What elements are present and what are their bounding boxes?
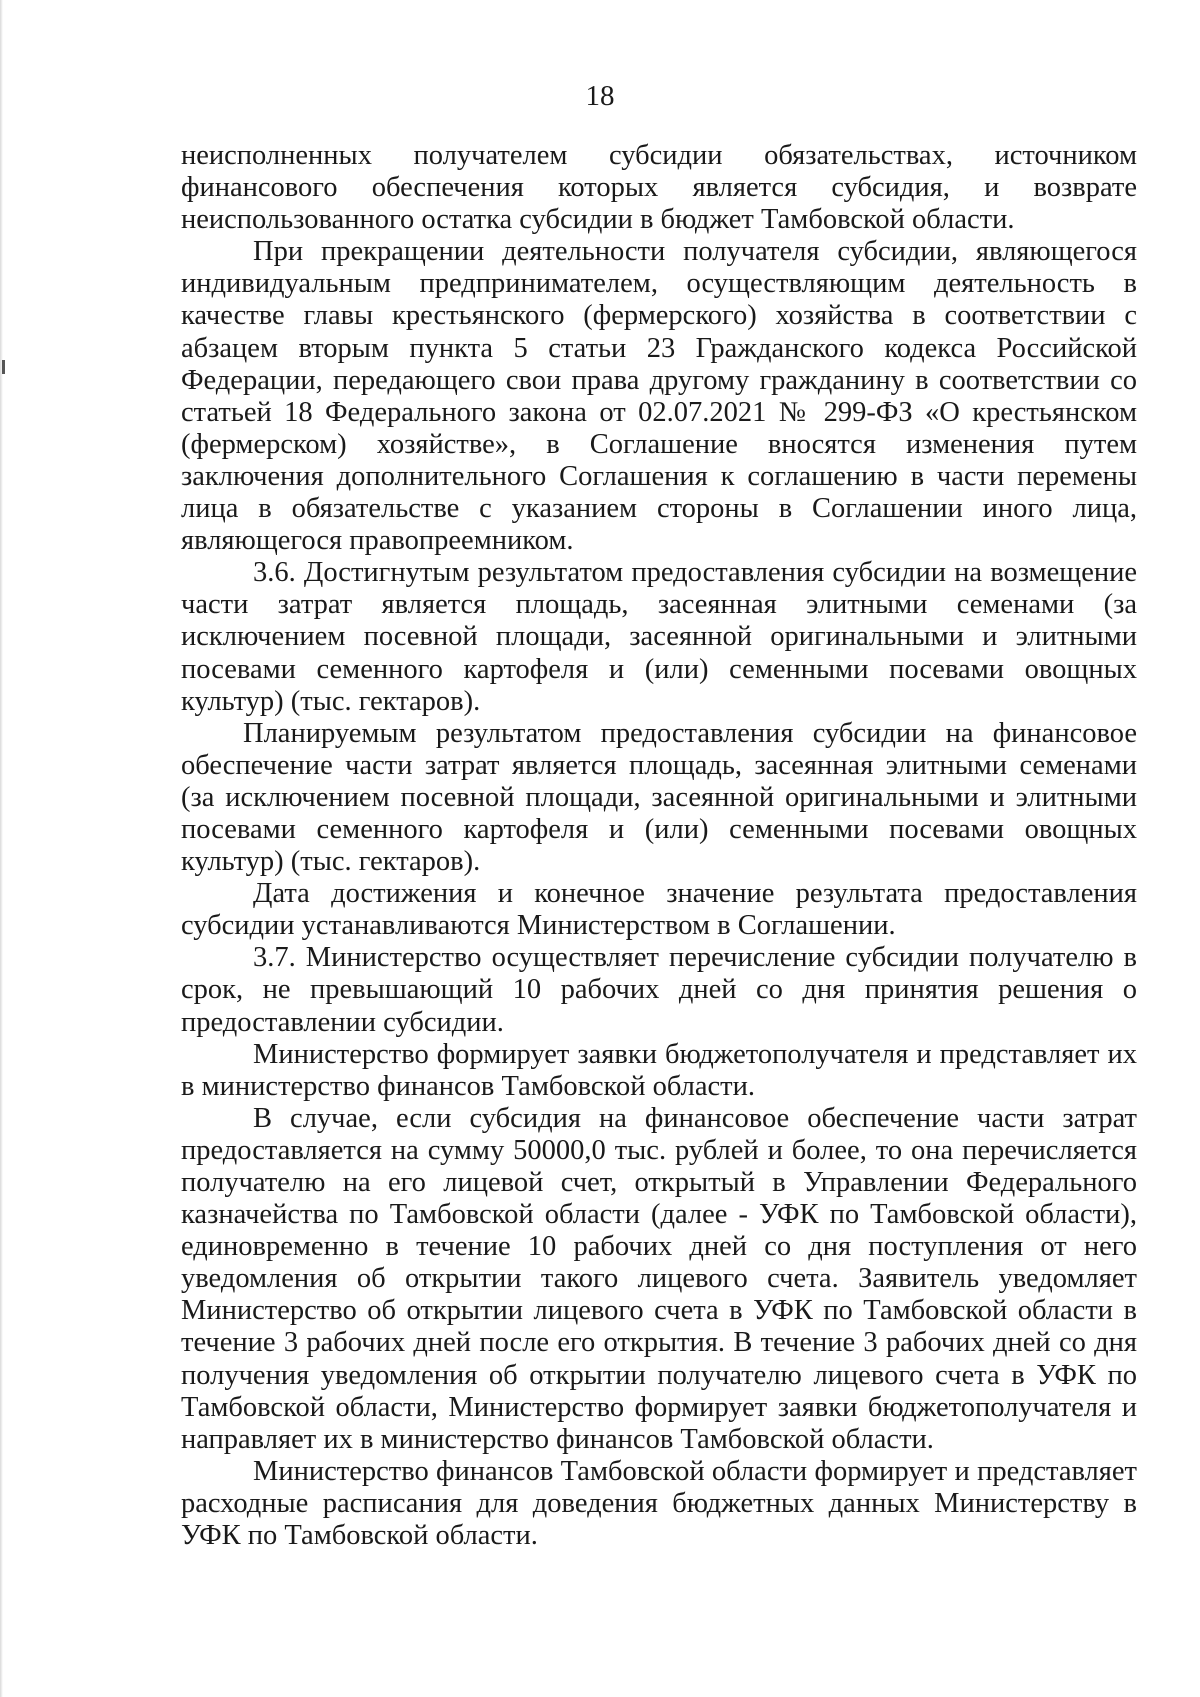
- scan-edge-shadow: [0, 0, 3, 1697]
- paragraph-expense-schedules: Министерство финансов Тамбовской области формирует и представляет расходные расписания для доведения бюджетных данных Министерству в УФК по Тамбовской области.: [181, 1455, 1137, 1552]
- paragraph-continuation: неисполненных получателем субсидии обязательствах, источником финансового обеспечения которых является субсидия, и возврате неиспользованного остатка субсидии в бюджет Тамбовской области.: [181, 140, 1137, 236]
- paragraph-3-6-achieved-result: 3.6. Достигнутым результатом предоставления субсидии на возмещение части затрат является площадь, засеянная элитными семенами (за исключением посевной площади, засеянной оригинальными и элитными посевами семенного картофеля и (или) семенными посевами овощных культур) (тыс. гектаров).: [181, 557, 1137, 717]
- page-number: 18: [585, 80, 615, 112]
- document-text: [181, 140, 1137, 1552]
- paragraph-budget-requests: Министерство формирует заявки бюджетополучателя и представляет их в министерство финансов Тамбовской области.: [181, 1038, 1137, 1102]
- paragraph-achievement-date: Дата достижения и конечное значение результата предоставления субсидии устанавливаются Министерством в Соглашении.: [181, 878, 1137, 942]
- paragraph-planned-result: Планируемым результатом предоставления субсидии на финансовое обеспечение части затрат является площадь, засеянная элитными семенами (за исключением посевной площади, засеянной оригинальными и элитными посевами семенного картофеля и (или) семенными посевами овощных культур) (тыс. гектаров).: [181, 717, 1137, 878]
- paragraph-3-7-transfer: 3.7. Министерство осуществляет перечисление субсидии получателю в срок, не превышающий 10 рабочих дней со дня принятия решения о предоставлении субсидии.: [181, 942, 1137, 1038]
- paragraph-personal-account: В случае, если субсидия на финансовое обеспечение части затрат предоставляется на сумму 50000,0 тыс. рублей и более, то она перечисляется получателю на его лицевой счет, открытый в Управлении Федерального казначейства по Тамбовской области (далее - УФК по Тамбовской области), единовременно в течение 10 рабочих дней со дня поступления от него уведомления об открытии такого лицевого счета. Заявитель уведомляет Министерство об открытии лицевого счета в УФК по Тамбовской области в течение 3 рабочих дней после его открытия. В течение 3 рабочих дней со дня получения уведомления об открытии получателю лицевого счета в УФК по Тамбовской области, Министерство формирует заявки бюджетополучателя и направляет их в министерство финансов Тамбовской области.: [181, 1102, 1137, 1455]
- paragraph-termination-of-activity: При прекращении деятельности получателя субсидии, являющегося индивидуальным предпринимателем, осуществляющим деятельность в качестве главы крестьянского (фермерского) хозяйства в соответствии с абзацем вторым пункта 5 статьи 23 Гражданского кодекса Российской Федерации, передающего свои права другому гражданину в соответствии со статьей 18 Федерального закона от 02.07.2021 № 299-ФЗ «О крестьянском (фермерском) хозяйстве», в Соглашение вносятся изменения путем заключения дополнительного Соглашения к соглашению в части перемены лица в обязательстве с указанием стороны в Соглашении иного лица, являющегося правопреемником.: [181, 236, 1137, 557]
- scan-margin-mark: [2, 360, 5, 374]
